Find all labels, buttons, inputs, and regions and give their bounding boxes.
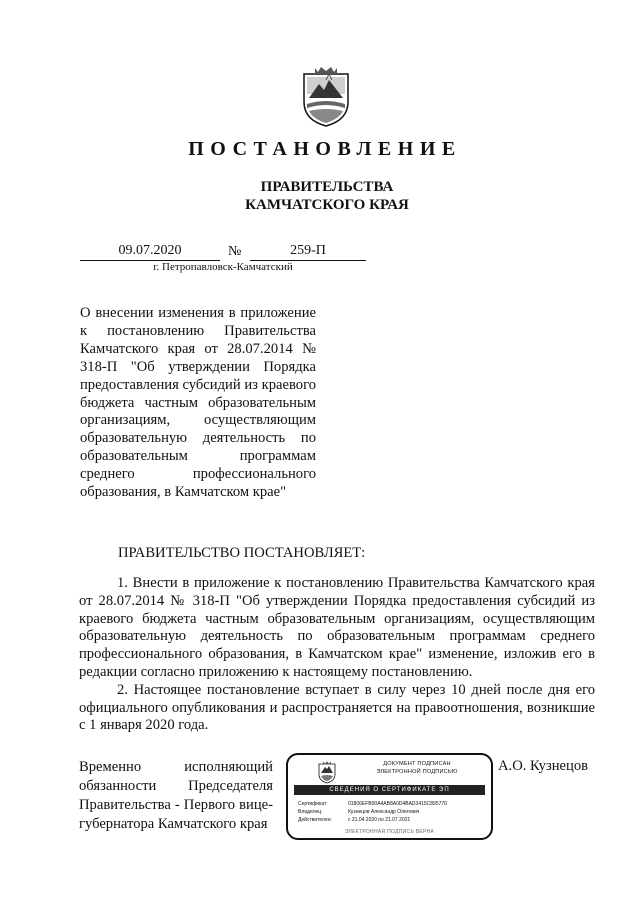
stamp-footer: ЭЛЕКТРОННАЯ ПОДПИСЬ ВЕРНА	[344, 829, 435, 835]
stamp-row-certificate	[298, 801, 447, 808]
electronic-signature-stamp	[286, 753, 493, 840]
signer-name: А.О. Кузнецов	[498, 758, 589, 774]
stamp-owner-value: Кузнецов Александр Олегович	[348, 809, 420, 815]
signer-title: Временно исполняющий обязанности Председателя Правительства - Первого вице-губернатора Камчатского края	[79, 759, 273, 832]
coat-of-arms-emblem	[301, 64, 351, 128]
document-subject: О внесении изменения в приложение к постановлению Правительства Камчатского края от 28.07.2014 № 318-П "Об утверждении Порядка предоставления субсидий из краевого бюджета частным образовательным организациям, осуществляющим образовательную деятельность по образовательным программам среднего профессионального образования, в Камчатском крае"	[80, 305, 316, 501]
body-paragraph-1: 1. Внести в приложение к постановлению Правительства Камчатского края от 28.07.2014 № 318-П "Об утверждении Порядка предоставления субсидий из краевого бюджета частным образовательным организациям, осуществляющим образовательную деятельность по образовательным программам среднего профессионального образования, в Камчатском крае" изменение, изложив его в редакции согласно приложению к настоящему постановлению.	[79, 575, 595, 680]
stamp-row-validity	[298, 817, 410, 824]
stamp-valid-label: Действителен:	[298, 817, 332, 823]
stamp-cert-label: Сертификат:	[298, 801, 328, 807]
document-number: 259-П	[250, 243, 366, 261]
document-date: 09.07.2020	[80, 243, 220, 261]
stamp-emblem-icon	[318, 761, 336, 784]
stamp-header	[344, 761, 490, 776]
issuer-line-2: КАМЧАТСКОГО КРАЯ	[245, 197, 409, 213]
issuer-line-1: ПРАВИТЕЛЬСТВА	[260, 179, 394, 195]
issuer-heading	[0, 178, 640, 214]
stamp-valid-value: с 21.04.2020 по 21.07.2021	[348, 817, 411, 823]
stamp-header-line-1: ДОКУМЕНТ ПОДПИСАН	[383, 761, 451, 767]
stamp-certificate-band: СВЕДЕНИЯ О СЕРТИФИКАТЕ ЭП	[294, 785, 485, 795]
preamble: ПРАВИТЕЛЬСТВО ПОСТАНОВЛЯЕТ:	[118, 545, 366, 561]
stamp-cert-value: 01806EFB00A4AB8A0D4BAD3415C895770	[348, 801, 447, 807]
number-sign: №	[228, 244, 242, 259]
document-body	[79, 575, 595, 735]
body-paragraph-2: 2. Настоящее постановление вступает в силу через 10 дней после дня его официального опубликования и распространяется на правоотношения, возникшие с 1 января 2020 года.	[79, 681, 595, 734]
document-place: г. Петропавловск-Камчатский	[153, 261, 293, 273]
stamp-header-line-2: ЭЛЕКТРОННОЙ ПОДПИСЬЮ	[376, 768, 458, 775]
stamp-owner-label: Владелец:	[298, 809, 323, 815]
stamp-row-owner	[298, 809, 419, 816]
document-type-heading: ПОСТАНОВЛЕНИЕ	[188, 138, 462, 160]
registration-row	[80, 243, 366, 261]
